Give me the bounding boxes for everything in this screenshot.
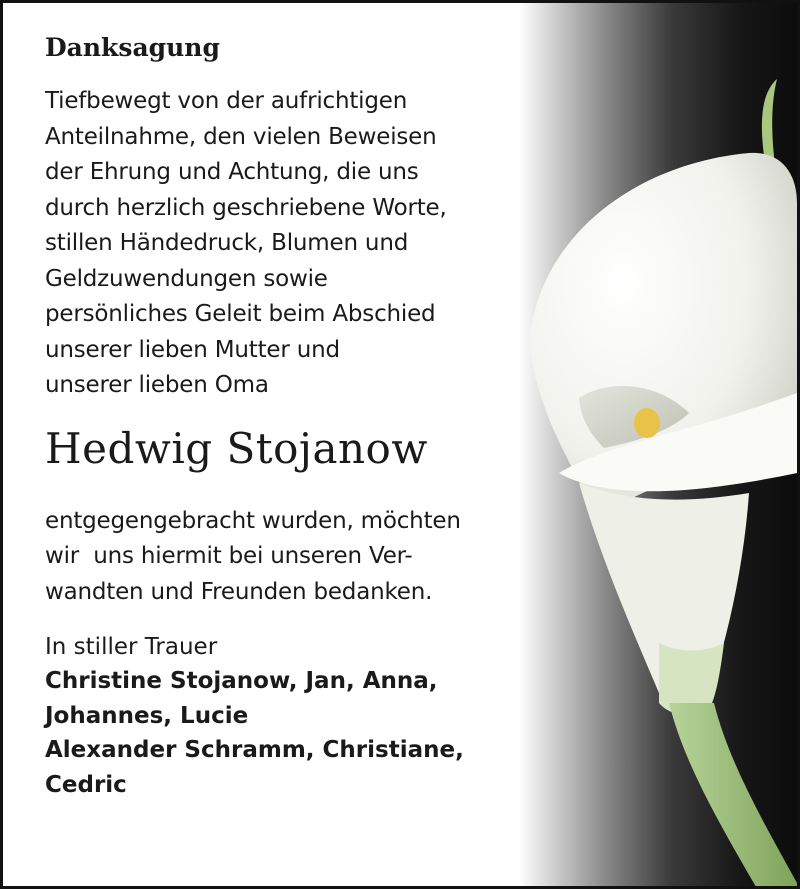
thanks-paragraph xyxy=(45,84,545,404)
signer-line: Christine Stojanow, Jan, Anna, xyxy=(45,668,438,694)
signer-line: Alexander Schramm, Christiane, xyxy=(45,737,464,763)
thanks-continuation xyxy=(45,504,545,611)
closing-block xyxy=(45,630,545,802)
paragraph-line: wandten und Freunden bedanken. xyxy=(45,578,433,605)
paragraph-line: persönliches Geleit beim Abschied xyxy=(45,301,436,327)
notice-heading: Danksagung xyxy=(45,33,220,62)
closing-intro: In stiller Trauer xyxy=(45,634,218,660)
paragraph-line: Tiefbewegt von der aufrichtigen xyxy=(45,88,408,114)
signers-list xyxy=(45,664,545,802)
paragraph-line: wir uns hiermit bei unseren Ver- xyxy=(45,543,413,569)
paragraph-line: Anteilnahme, den vielen Beweisen xyxy=(45,123,437,150)
calla-lily-photo xyxy=(519,3,797,889)
calla-lily-icon xyxy=(519,3,797,889)
paragraph-line: Geldzuwendungen sowie xyxy=(45,265,328,292)
deceased-name: Hedwig Stojanow xyxy=(45,423,428,473)
paragraph-line: unserer lieben Mutter und xyxy=(45,336,340,363)
paragraph-line: entgegengebracht wurden, möchten xyxy=(45,507,461,534)
paragraph-line: der Ehrung und Achtung, die uns xyxy=(45,159,419,185)
signer-line: Cedric xyxy=(45,771,127,798)
paragraph-line: durch herzlich geschriebene Worte, xyxy=(45,194,447,221)
paragraph-line: stillen Händedruck, Blumen und xyxy=(45,230,409,256)
paragraph-line: unserer lieben Oma xyxy=(45,372,269,398)
notice-text xyxy=(45,33,545,802)
signer-line: Johannes, Lucie xyxy=(45,702,249,729)
